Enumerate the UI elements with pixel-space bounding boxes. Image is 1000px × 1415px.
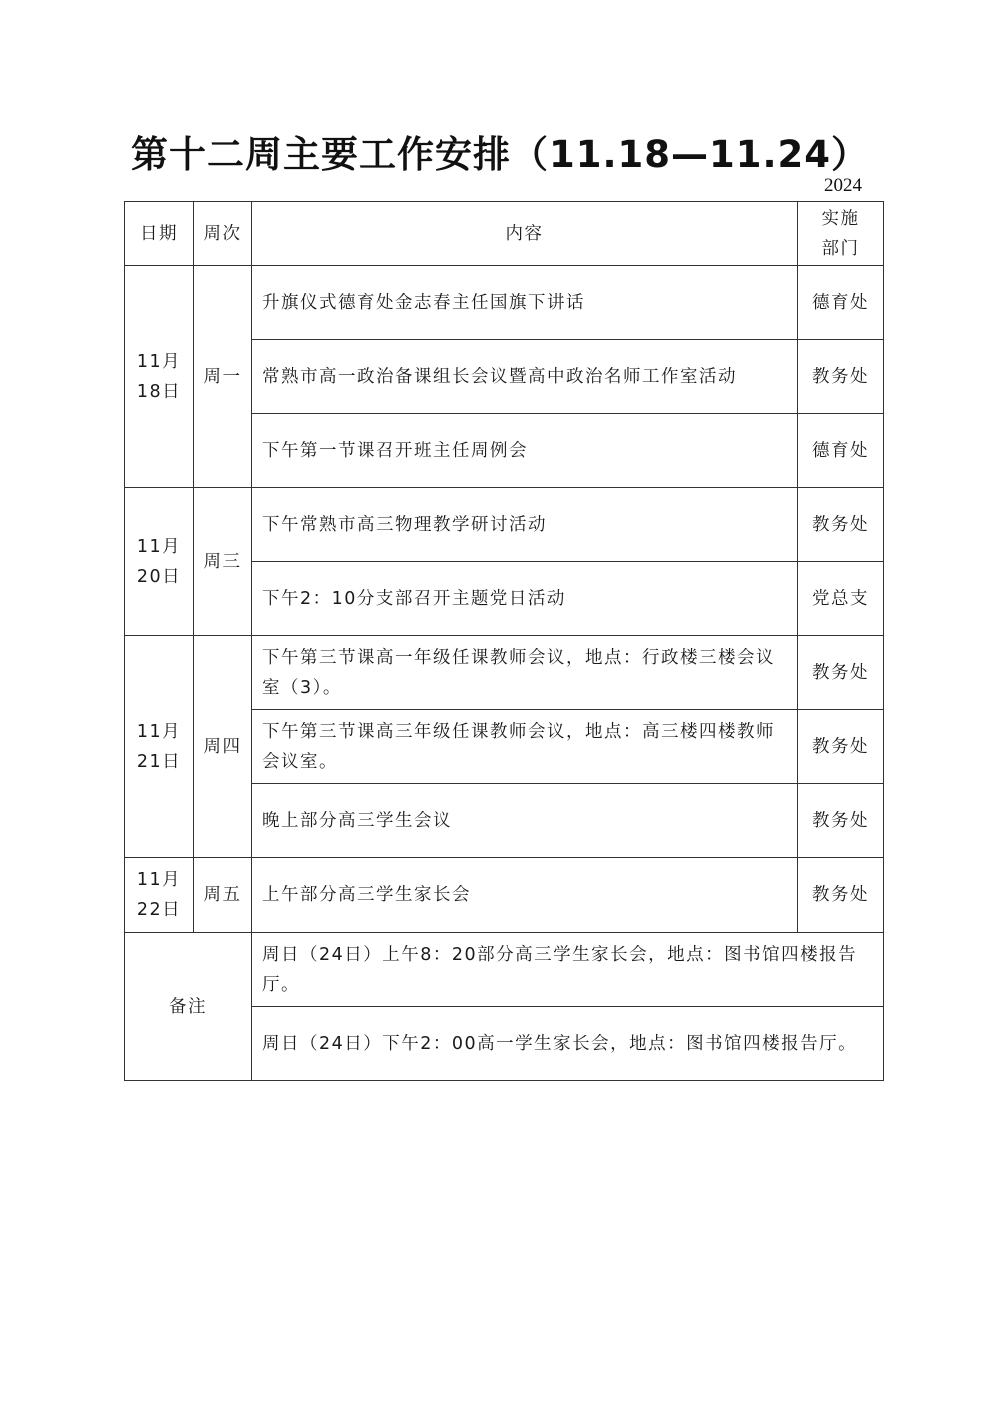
- schedule-table: [124, 201, 884, 1081]
- content-cell: 下午第一节课召开班主任周例会: [252, 414, 798, 488]
- weekday-cell: 周一: [194, 266, 252, 488]
- date-month: 11月: [136, 536, 182, 557]
- content-cell: 常熟市高一政治备课组长会议暨高中政治名师工作室活动: [252, 340, 798, 414]
- dept-cell: 教务处: [798, 488, 884, 562]
- content-cell: 下午常熟市高三物理教学研讨活动: [252, 488, 798, 562]
- remarks-item: 周日（24日）下午2：00高一学生家长会，地点：图书馆四楼报告厅。: [252, 1007, 884, 1081]
- dept-cell: 教务处: [798, 636, 884, 710]
- table-row: [125, 858, 884, 933]
- table-row: [125, 266, 884, 340]
- content-cell: 晚上部分高三学生会议: [252, 784, 798, 858]
- date-month: 11月: [136, 870, 182, 890]
- table-row: [125, 488, 884, 562]
- year-label: 2024: [824, 175, 862, 196]
- table-header-row: [125, 202, 884, 266]
- content-cell: 下午第三节课高三年级任课教师会议，地点：高三楼四楼教师会议室。: [252, 710, 798, 784]
- remarks-label: 备注: [125, 933, 252, 1081]
- remarks-item: 周日（24日）上午8：20部分高三学生家长会，地点：图书馆四楼报告厅。: [252, 933, 884, 1007]
- dept-cell: 教务处: [798, 784, 884, 858]
- weekday-cell: 周三: [194, 488, 252, 636]
- content-cell: 升旗仪式德育处金志春主任国旗下讲话: [252, 266, 798, 340]
- date-day: 22日: [136, 900, 182, 920]
- date-day: 18日: [136, 381, 182, 402]
- dept-cell: 党总支: [798, 562, 884, 636]
- date-cell: [125, 488, 194, 636]
- header-dept-line2: 部门: [821, 238, 860, 259]
- date-month: 11月: [136, 721, 182, 742]
- header-dept: [798, 202, 884, 266]
- remarks-row: [125, 933, 884, 1007]
- content-cell: 上午部分高三学生家长会: [252, 858, 798, 933]
- date-day: 21日: [136, 751, 182, 772]
- header-week: 周次: [194, 202, 252, 266]
- header-date: 日期: [125, 202, 194, 266]
- content-cell: 下午第三节课高一年级任课教师会议，地点：行政楼三楼会议室（3）。: [252, 636, 798, 710]
- header-dept-line1: 实施: [821, 208, 860, 229]
- page-title: 第十二周主要工作安排（11.18—11.24）: [130, 133, 870, 176]
- weekday-cell: 周五: [194, 858, 252, 933]
- dept-cell: 德育处: [798, 414, 884, 488]
- date-cell: [125, 266, 194, 488]
- date-cell: [125, 636, 194, 858]
- content-cell: 下午2：10分支部召开主题党日活动: [252, 562, 798, 636]
- dept-cell: 教务处: [798, 858, 884, 933]
- date-month: 11月: [136, 351, 182, 372]
- dept-cell: 教务处: [798, 710, 884, 784]
- weekday-cell: 周四: [194, 636, 252, 858]
- date-day: 20日: [136, 566, 182, 587]
- header-content: 内容: [252, 202, 798, 266]
- dept-cell: 德育处: [798, 266, 884, 340]
- date-cell: [125, 858, 194, 933]
- dept-cell: 教务处: [798, 340, 884, 414]
- table-row: [125, 636, 884, 710]
